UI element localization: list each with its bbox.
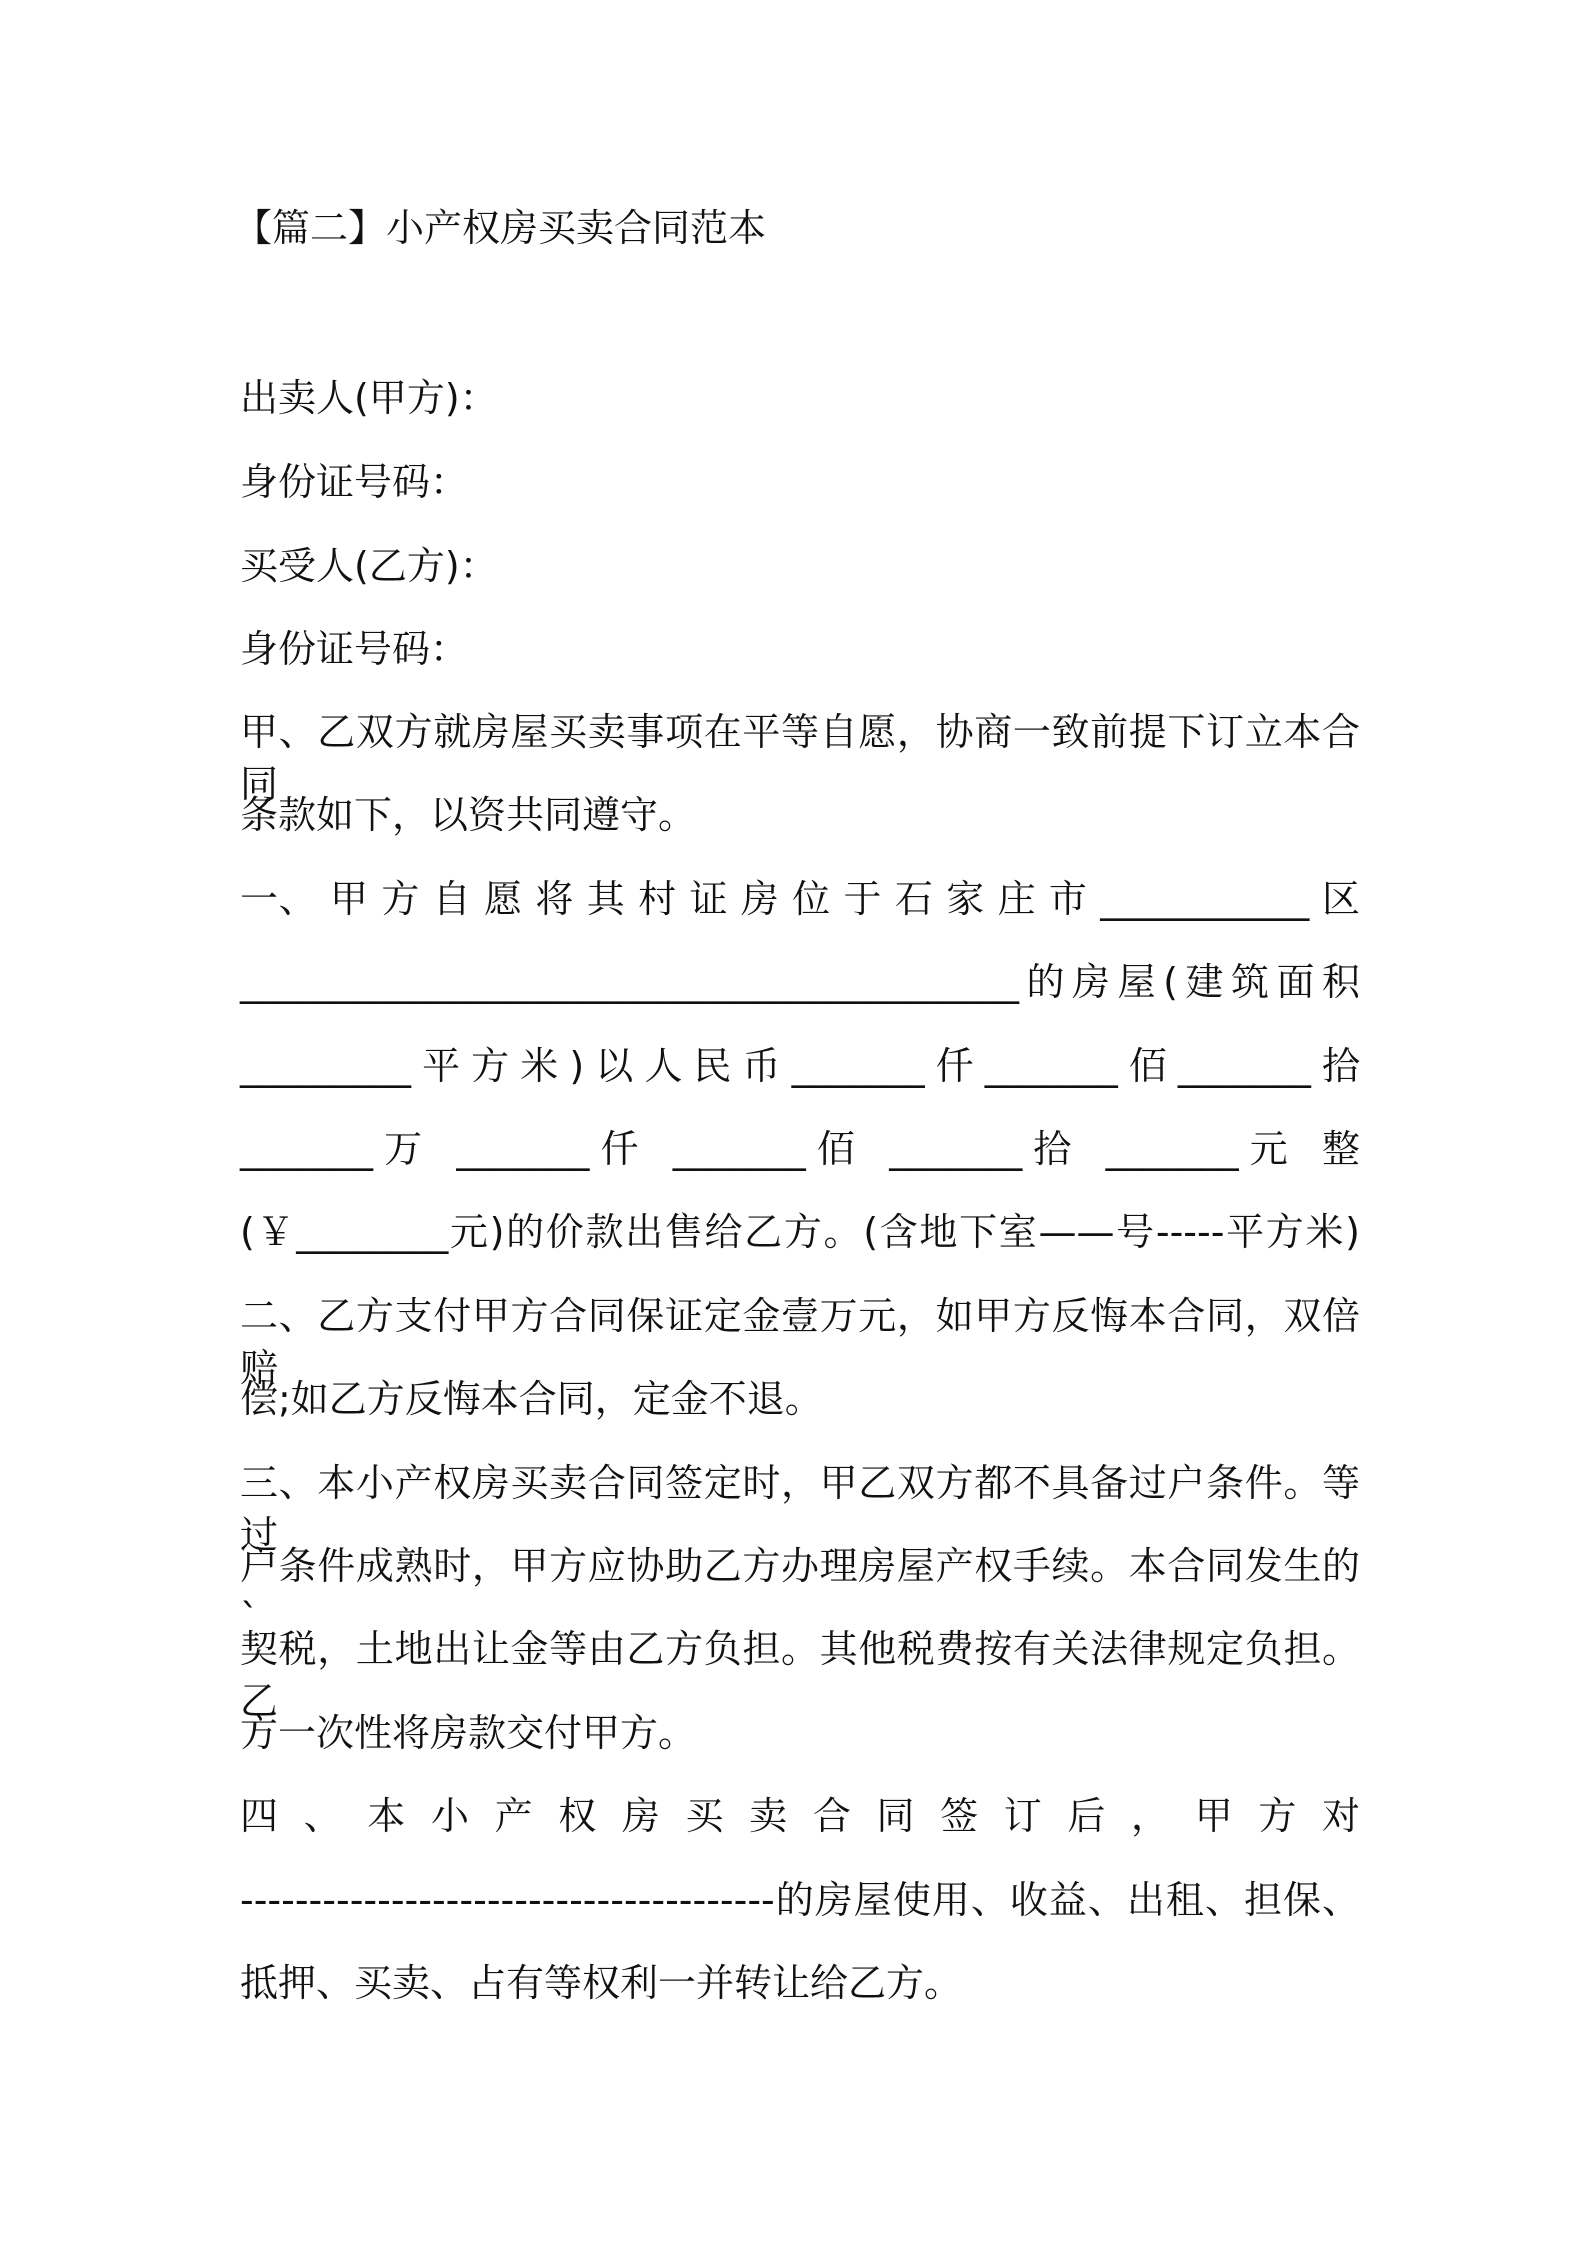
clause-4-line-1: 四 、 本 小 产 权 房 买 卖 合 同 签 订 后 ， 甲 方 对: [240, 1794, 1360, 1838]
clause-4-line-3: 抵押、买卖、占有等权利一并转让给乙方。: [240, 1961, 963, 2005]
clause-1-line-5: (￥________元)的价款出售给乙方。(含地下室——号-----平方米): [240, 1210, 1360, 1254]
buyer-id-line: 身份证号码：: [240, 627, 469, 671]
preamble-line-2: 条款如下，以资共同遵守。: [240, 793, 697, 837]
clause-3-line-1: 三、本小产权房买卖合同签定时，甲乙双方都不具备过户条件。等过: [240, 1461, 1360, 1557]
preamble-line-1: 甲、乙双方就房屋买卖事项在平等自愿，协商一致前提下订立本合同: [240, 710, 1360, 806]
seller-id-line: 身份证号码：: [240, 460, 469, 504]
seller-line: 出卖人(甲方)：: [240, 376, 498, 420]
clause-3-line-3: 契税，土地出让金等由乙方负担。其他税费按有关法律规定负担。乙: [240, 1627, 1360, 1723]
clause-3-line-4: 方一次性将房款交付甲方。: [240, 1711, 697, 1755]
clause-1-line-3: _________平方米)以人民币_______仟_______佰_______拾: [240, 1044, 1360, 1088]
clause-3-line-2: 户条件成熟时，甲方应协助乙方办理房屋产权手续。本合同发生的`: [240, 1544, 1360, 1640]
clause-1-line-4: _______万 _______仟 _______佰 _______拾 _______元 整: [240, 1127, 1360, 1171]
document-title: 【篇二】小产权房买卖合同范本: [234, 206, 767, 250]
clause-4-line-2: ---------------------------------------的房屋使用、收益、出租、担保、: [240, 1878, 1360, 1922]
clause-1-line-1: 一、 甲 方 自 愿 将 其 村 证 房 位 于 石 家 庄 市 ___________ 区: [240, 877, 1360, 921]
buyer-line: 买受人(乙方)：: [240, 544, 498, 588]
clause-2-line-2: 偿;如乙方反悔本合同，定金不退。: [240, 1377, 823, 1421]
clause-2-line-1: 二、乙方支付甲方合同保证定金壹万元，如甲方反悔本合同，双倍赔: [240, 1294, 1360, 1390]
clause-1-line-2: _________________________________________的房屋(建筑面积: [240, 960, 1360, 1004]
